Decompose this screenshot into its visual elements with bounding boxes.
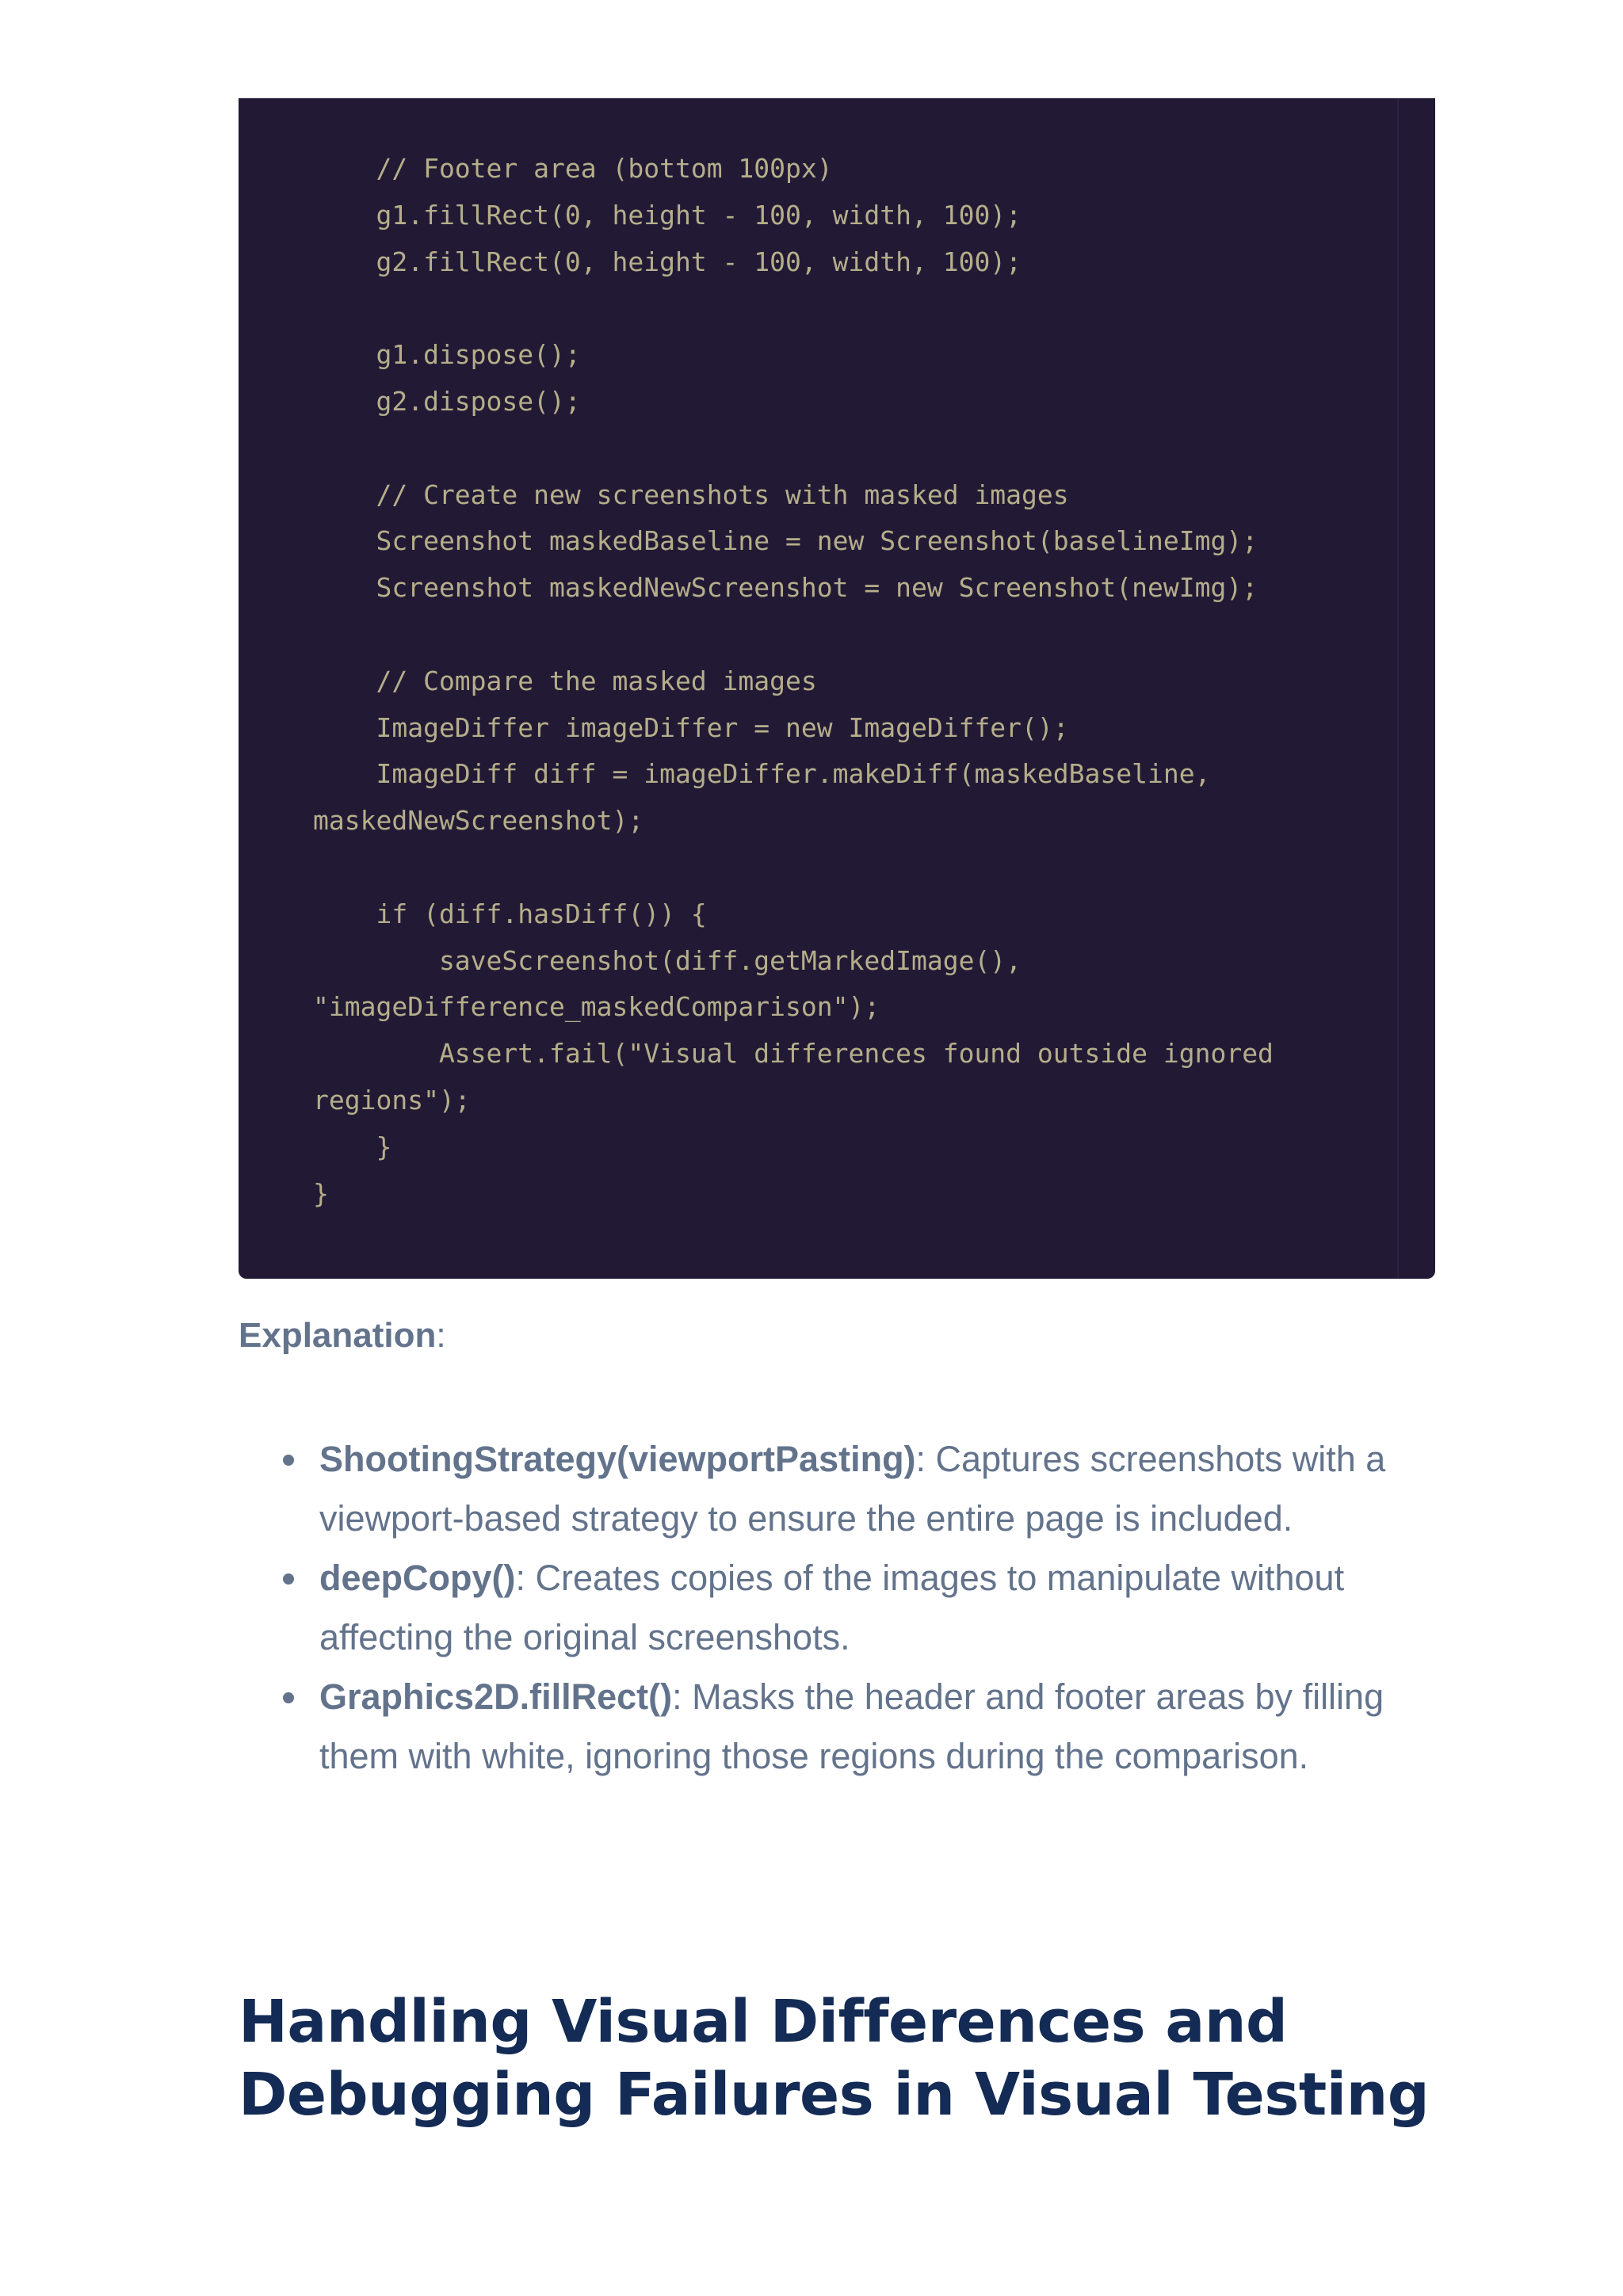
code-text[interactable]: // Footer area (bottom 100px) g1.fillRect(0, height - 100, width, 100); g2.fillRect(0, height - 100, width, 100); g1.dispose(); g2.dispose(); // Create new screenshots with masked images Screenshot maskedBaseline = new Screenshot(baselineImg); Screenshot maskedNewScreenshot = new Screenshot(newImg); // Compare the masked images ImageDiffer imageDiffer = new ImageDiffer(); ImageDiff diff = imageDiffer.makeDiff(maskedBaseline, maskedNewScreenshot); if (diff.hasDiff()) { saveScreenshot(diff.getMarkedImage(), "imageDifference_maskedComparison"); Assert.fail("Visual differences found outside ignored regions"); } } bbox=[313, 153, 1274, 1209]
list-item bbox=[319, 1667, 1435, 1786]
section-heading bbox=[239, 1985, 1435, 2131]
list-item-term: deepCopy() bbox=[319, 1558, 516, 1598]
explanation-label: Explanation bbox=[239, 1316, 437, 1355]
list-item-term: ShootingStrategy(viewportPasting) bbox=[319, 1439, 916, 1479]
section-heading-line-2: Debugging Failures in Visual Testing bbox=[239, 2061, 1430, 2129]
code-block[interactable] bbox=[239, 98, 1435, 1279]
list-item-text: : Masks the header and footer areas by filling them with white, ignoring those regions during the comparison. bbox=[319, 1676, 1384, 1776]
list-item-text: : Captures screenshots with a viewport-based strategy to ensure the entire page is included. bbox=[319, 1439, 1386, 1539]
explanation-colon: : bbox=[436, 1316, 446, 1355]
list-item bbox=[319, 1429, 1435, 1548]
section-heading-line-1: Handling Visual Differences and bbox=[239, 1988, 1288, 2056]
list-item bbox=[319, 1548, 1435, 1667]
explanation-list bbox=[239, 1429, 1435, 1786]
list-item-text: : Creates copies of the images to manipulate without affecting the original screenshots. bbox=[319, 1558, 1345, 1657]
code-scroll-track[interactable] bbox=[1397, 98, 1399, 1279]
list-item-term: Graphics2D.fillRect() bbox=[319, 1676, 673, 1717]
explanation-heading bbox=[239, 1312, 446, 1360]
